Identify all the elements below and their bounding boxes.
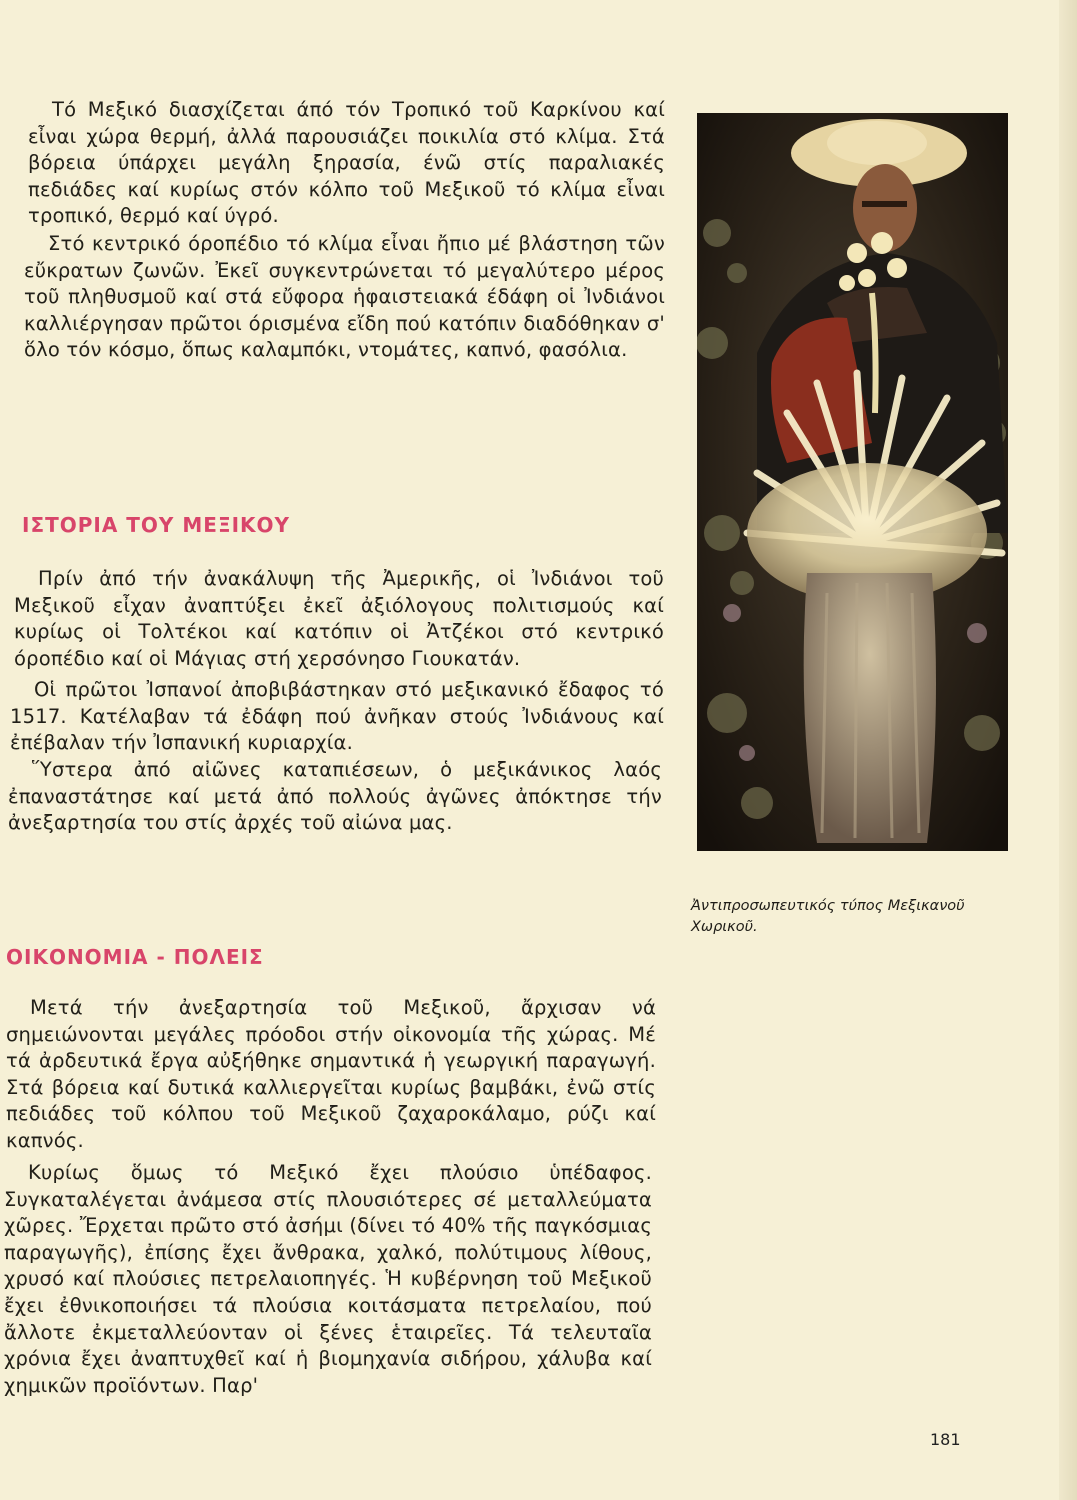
history-paragraph-2: Οἱ πρῶτοι Ἰσπανοί ἀποβιβάστηκαν στό μεξικανικό ἔδαφος τό 1517. Κατέλαβαν τά ἐδάφη πού ἀνῆκαν στούς Ἰνδιάνους καί ἐπέβαλαν τήν Ἰσπανική κυριαρχία. [10, 678, 664, 755]
economy-heading: ΟΙΚΟΝΟΜΙΑ - ΠΟΛΕΙΣ [6, 945, 264, 969]
page-number: 181 [930, 1430, 961, 1449]
economy-paragraph-2: Κυρίως ὅμως τό Μεξικό ἔχει πλούσιο ὑπέδαφος. Συγκαταλέγεται ἀνάμεσα στίς πλουσιότερες σέ μεταλλεύματα χῶρες. Ἔρχεται πρῶτο στό ἀσήμι (δίνει τό 40% τῆς παγκόσμιας παραγωγῆς), ἐπίσης ἔχει ἄνθρακα, χαλκό, πολύτιμους λίθους, χρυσό καί πλούσιες πετρελαιοπηγές. Ἡ κυβέρνηση τοῦ Μεξικοῦ ἔχει ἐθνικοποιήσει τά πλούσια κοιτάσματα πετρελαίου, πού ἄλλοτε ἐκμεταλλεύονταν οἱ ξένες ἑταιρεῖες. Τά τελευταῖα χρόνια ἔχει ἀναπτυχθεῖ καί ἡ βιομηχανία σιδήρου, χάλυβα καί χημικῶν προϊόντων. Παρ' [4, 1161, 652, 1397]
history-heading: ΙΣΤΟΡΙΑ ΤΟΥ ΜΕΞΙΚΟΥ [22, 513, 291, 537]
villager-illustration [697, 113, 1008, 851]
photo-caption: Ἀντιπροσωπευτικός τύπος Μεξικανοῦ Χωρικοῦ. [691, 898, 965, 935]
economy-paragraph-1: Μετά τήν ἀνεξαρτησία τοῦ Μεξικοῦ, ἄρχισαν νά σημειώνονται μεγάλες πρόοδοι στήν οἰκονομία τῆς χώρας. Μέ τά ἀρδευτικά ἔργα αὐξήθηκε σημαντικά ἡ γεωργική παραγωγή. Στά βόρεια καί δυτικά καλλιεργεῖται κυρίως βαμβάκι, ἐνῶ στίς πεδιάδες τοῦ κόλπου τοῦ Μεξικοῦ ζαχαροκάλαμο, ρύζι καί καπνός. [6, 996, 656, 1152]
history-paragraph-3: Ὕστερα ἀπό αἰῶνες καταπιέσεων, ὁ μεξικάνικος λαός ἐπαναστάτησε καί μετά ἀπό πολλούς ἀγῶνες ἀπόκτησε τήν ἀνεξαρτησία του στίς ἀρχές τοῦ αἰώνα μας. [8, 758, 662, 835]
page-edge [1059, 0, 1077, 1500]
climate-paragraph-1: Τό Μεξικό διασχίζεται άπό τόν Τροπικό τοῦ Καρκίνου καί εἶναι χώρα θερμή, ἀλλά παρουσιάζει ποικιλία στό κλίμα. Στά βόρεια ύπάρχει μεγάλη ξηρασία, ένῶ στίς παραλιακές πεδιάδες καί κυρίως στόν κόλπο τοῦ Μεξικοῦ τό κλίμα εἶναι τροπικό, θερμό καί ύγρό. [28, 98, 665, 228]
history-paragraph-1: Πρίν ἀπό τήν ἀνακάλυψη τῆς Ἀμερικῆς, οἱ Ἰνδιάνοι τοῦ Μεξικοῦ εἶχαν ἀναπτύξει ἐκεῖ ἀξιόλογους πολιτισμούς καί κυρίως οἱ Τολτέκοι καί κατόπιν οἱ Ἀτζέκοι στό κεντρικό όροπέδιο καί οἱ Μάγιας στή χερσόνησο Γιουκατάν. [14, 567, 664, 670]
villager-photo [697, 113, 1008, 851]
climate-paragraph-2: Στό κεντρικό όροπέδιο τό κλίμα εἶναι ἤπιο μέ βλάστηση τῶν εὔκρατων ζωνῶν. Ἐκεῖ συγκεντρώνεται τό μεγαλύτερο μέρος τοῦ πληθυσμοῦ καί στά εὔφορα ἡφαιστειακά έδάφη οἱ Ἰνδιάνοι καλλιέργησαν πρῶτοι όρισμένα εἴδη πού κατόπιν διαδόθηκαν σ' ὅλο τόν κόσμο, ὅπως καλαμπόκι, ντομάτες, καπνό, φασόλια. [24, 232, 665, 362]
